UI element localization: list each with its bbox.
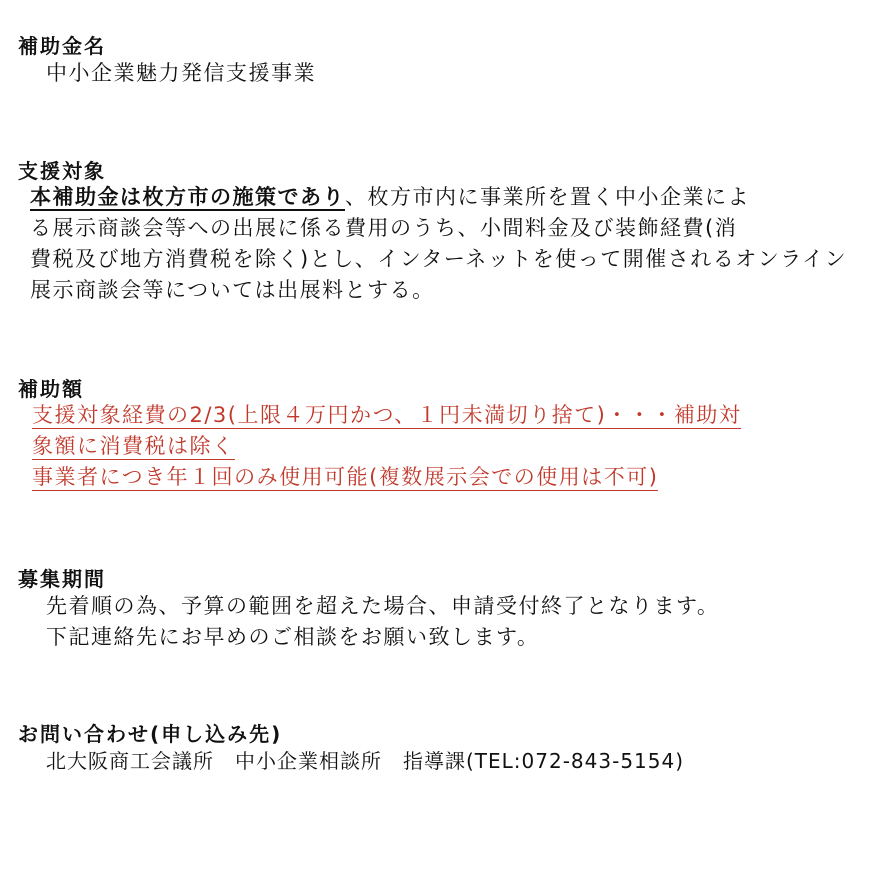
subsidy-name-section [0,30,870,100]
period-section [0,563,870,663]
amount-line-2 [32,431,235,461]
contact-heading: お問い合わせ(申し込み先) [18,722,283,746]
target-line-3: 費税及び地方消費税を除く)とし、インターネットを使って開催されるオンライン [30,247,848,271]
subsidy-name-text: 中小企業魅力発信支援事業 [46,61,316,85]
target-emphasis-text: 本補助金は枚方市の施策であり [30,185,345,209]
target-section [0,155,870,315]
target-line-2: る展示商談会等への出展に係る費用のうち、小間料金及び装飾経費(消 [30,216,738,240]
period-line-1: 先着順の為、予算の範囲を超えた場合、申請受付終了となります。 [46,594,720,618]
period-heading: 募集期間 [18,567,106,591]
subsidy-name-heading: 補助金名 [18,34,106,58]
target-line-1-rest: 、枚方市内に事業所を置く中小企業によ [345,185,750,209]
amount-line-1 [32,400,741,430]
amount-section [0,373,870,503]
amount-line-3 [32,462,658,492]
contact-section [0,718,870,788]
amount-heading: 補助額 [18,377,84,401]
period-line-2: 下記連絡先にお早めのご相談をお願い致します。 [46,625,540,649]
amount-line-1-text: 支援対象経費の2/3(上限４万円かつ、１円未満切り捨て)・・・補助対 [32,403,742,427]
target-heading: 支援対象 [18,159,106,183]
target-line-4: 展示商談会等については出展料とする。 [30,278,435,302]
contact-text: 北大阪商工会議所 中小企業相談所 指導課(TEL:072-843-5154) [46,749,685,773]
amount-line-2-text: 象額に消費税は除く [32,434,235,458]
target-line-1 [30,182,750,212]
amount-line-3-text: 事業者につき年１回のみ使用可能(複数展示会での使用は不可) [32,465,659,489]
